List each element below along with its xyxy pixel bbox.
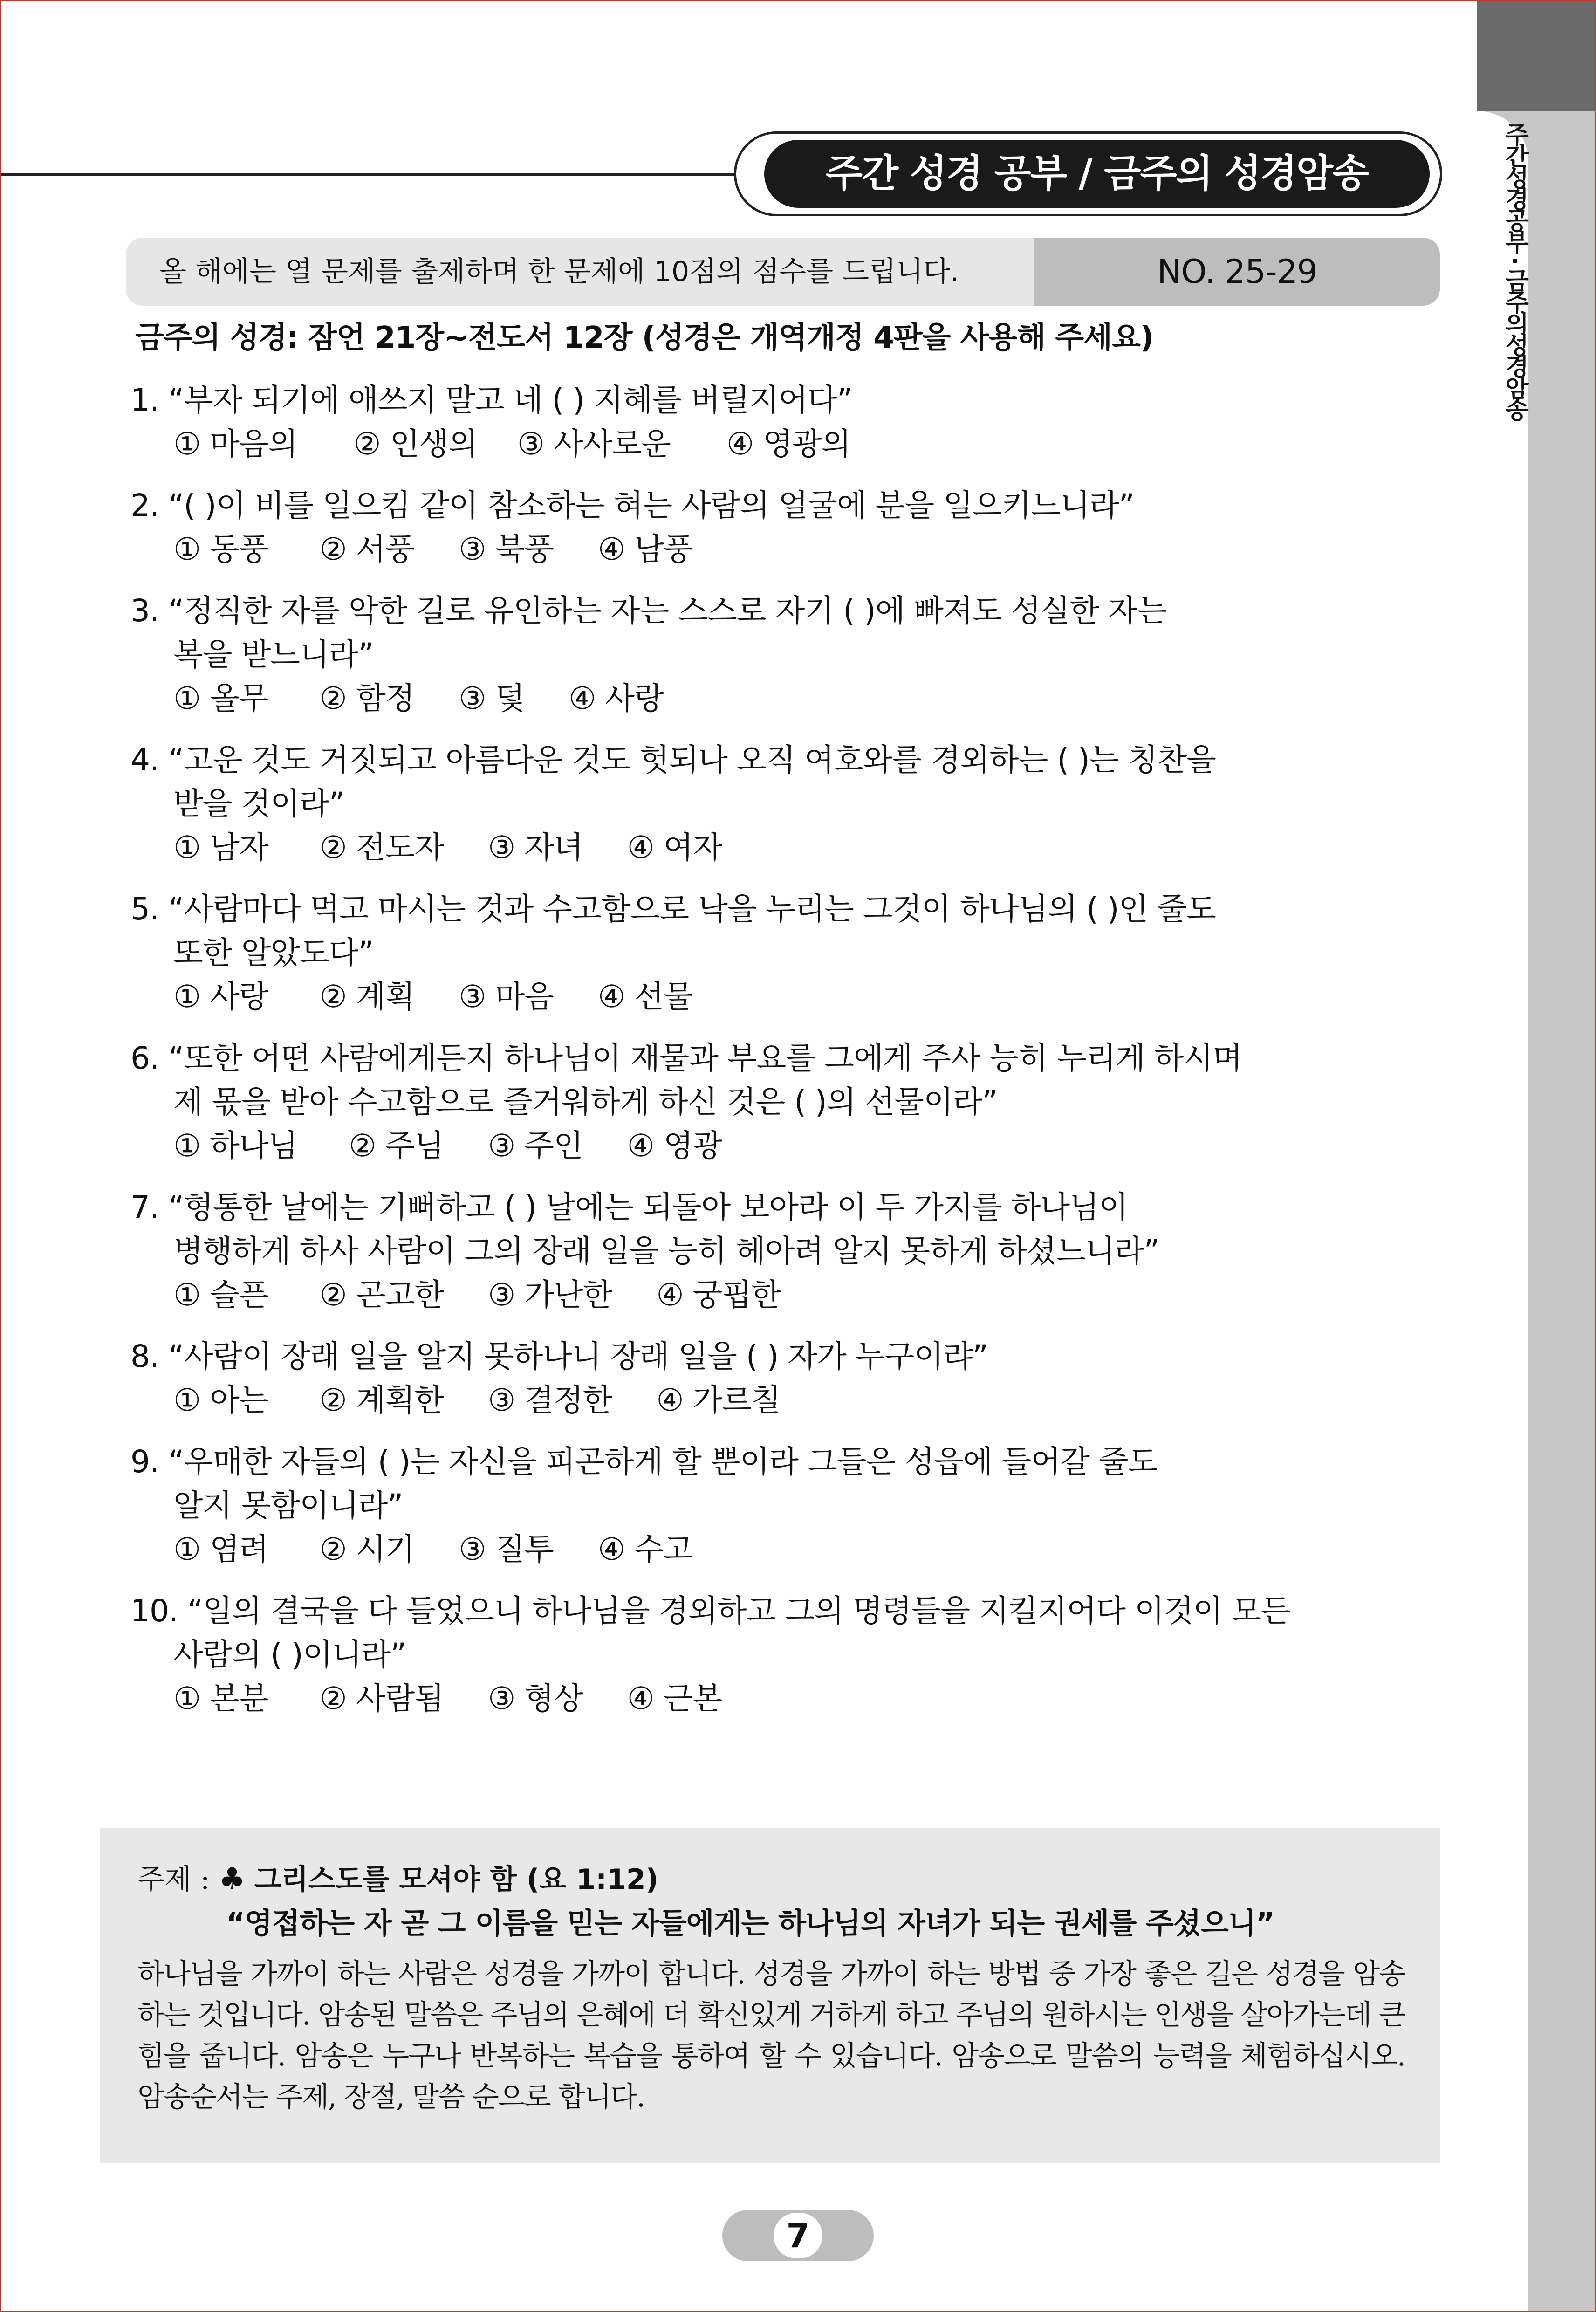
question-text: 3. “정직한 자를 악한 길로 유인하는 자는 스스로 자기 ( )에 빠져도 성실한 자는 xyxy=(130,593,1167,629)
side-tab-cutout xyxy=(1477,111,1528,2312)
answer-option: ③ 자녀 xyxy=(488,830,583,865)
answer-options xyxy=(130,1528,1431,1571)
question-text: 9. “우매한 자들의 ( )는 자신을 피곤하게 할 뿐이라 그들은 성읍에 들어갈 줄도 xyxy=(130,1444,1158,1480)
answer-option: ① 슬픈 xyxy=(173,1277,268,1313)
issue-number: NO. 25-29 xyxy=(1034,238,1440,306)
question-text-continued: 복을 받느니라” xyxy=(173,637,374,672)
page-title: 주간 성경 공부 / 금주의 성경암송 xyxy=(764,140,1430,208)
answer-option: ④ 남풍 xyxy=(598,531,693,567)
answer-option: ② 계획 xyxy=(319,979,415,1015)
answer-option: ② 인생의 xyxy=(353,426,478,462)
info-text: 올 해에는 열 문제를 출제하며 한 문제에 10점의 점수를 드립니다. xyxy=(126,238,1034,306)
question-item xyxy=(130,1335,1431,1422)
answer-options xyxy=(130,826,1431,870)
question-text-continued: 받을 것이라” xyxy=(173,786,344,822)
memory-verse: “영접하는 자 곧 그 이름을 믿는 자들에게는 하나님의 자녀가 되는 권세를 주셨으니” xyxy=(226,1906,1274,1940)
answer-option: ④ 근본 xyxy=(627,1681,722,1716)
answer-option: ② 곤고한 xyxy=(319,1277,444,1313)
answer-option: ② 주님 xyxy=(349,1128,444,1164)
question-text: 2. “( )이 비를 일으킴 같이 참소하는 혀는 사람의 얼굴에 분을 일으키느니라” xyxy=(130,487,1134,523)
answer-options xyxy=(130,975,1431,1019)
answer-option: ④ 여자 xyxy=(627,830,722,865)
question-text: 5. “사람마다 먹고 마시는 것과 수고함으로 낙을 누리는 그것이 하나님의 ( )인 줄도 xyxy=(130,891,1216,927)
info-bar xyxy=(126,238,1440,306)
answer-option: ① 남자 xyxy=(173,830,268,865)
question-list xyxy=(130,378,1431,1738)
answer-option: ③ 질투 xyxy=(459,1531,554,1567)
answer-option: ① 하나님 xyxy=(173,1128,298,1164)
question-text-continued: 또한 알았도다” xyxy=(173,935,374,971)
answer-options xyxy=(130,1124,1431,1168)
answer-option: ② 전도자 xyxy=(319,830,444,865)
side-tab-label: 주간성경공부 · 금주의성경암송 xyxy=(1500,122,1528,418)
answer-option: ③ 사사로운 xyxy=(517,426,671,462)
side-tab-top-block xyxy=(1477,0,1596,111)
theme-description: 하나님을 가까이 하는 사람은 성경을 가까이 합니다. 성경을 가까이 하는 방법 중 가장 좋은 길은 성경을 암송하는 것입니다. 암송된 말씀은 주님의 은혜에 더 확신있게 거하게 하고 주님의 원하시는 인생을 살아가는데 큰 힘을 줍니다. 암송은 누구나 반복하는 복습을 통하여 할 수 있습니다. 암송으로 말씀의 능력을 체험하십시오. 암송순서는 주제, 장절, 말씀 순으로 합니다. xyxy=(137,1958,1405,2113)
question-text: 8. “사람이 장래 일을 알지 못하나니 장래 일을 ( ) 자가 누구이랴” xyxy=(130,1338,988,1374)
question-item xyxy=(130,1036,1431,1168)
answer-option: ④ 가르칠 xyxy=(656,1382,781,1418)
question-text: 10. “일의 결국을 다 들었으니 하나님을 경외하고 그의 명령들을 지킬지어다 이것이 모든 xyxy=(130,1593,1290,1629)
theme-title: 그리스도를 모셔야 함 (요 1:12) xyxy=(254,1863,658,1896)
question-item xyxy=(130,1186,1431,1317)
answer-option: ① 사랑 xyxy=(173,979,268,1015)
question-text: 7. “형통한 날에는 기뻐하고 ( ) 날에는 되돌아 보아라 이 두 가지를 하나님이 xyxy=(130,1189,1128,1225)
question-item xyxy=(130,378,1431,466)
answer-option: ① 마음의 xyxy=(173,426,298,462)
answer-option: ③ 북풍 xyxy=(459,531,554,567)
weekly-scripture: 금주의 성경: 잠언 21장~전도서 12장 (성경은 개역개정 4판을 사용해 주세요) xyxy=(135,321,1154,355)
answer-option: ④ 영광 xyxy=(627,1128,722,1164)
question-item xyxy=(130,589,1431,720)
answer-options xyxy=(130,677,1431,720)
question-text-continued: 제 몫을 받아 수고함으로 즐거워하게 하신 것은 ( )의 선물이라” xyxy=(173,1084,998,1120)
question-item xyxy=(130,484,1431,571)
question-item xyxy=(130,887,1431,1019)
question-item xyxy=(130,738,1431,870)
question-text: 1. “부자 되기에 애쓰지 말고 네 ( ) 지혜를 버릴지어다” xyxy=(130,382,853,418)
answer-options xyxy=(130,1273,1431,1317)
theme-heading xyxy=(137,1860,658,1898)
answer-option: ② 시기 xyxy=(319,1531,415,1567)
answer-option: ④ 궁핍한 xyxy=(656,1277,781,1313)
question-text-continued: 알지 못함이니라” xyxy=(173,1488,403,1523)
answer-option: ④ 사랑 xyxy=(569,680,664,716)
question-item xyxy=(130,1440,1431,1571)
answer-option: ② 함정 xyxy=(319,680,415,716)
answer-option: ① 아는 xyxy=(173,1382,268,1418)
answer-option: ③ 가난한 xyxy=(488,1277,612,1313)
answer-option: ① 본분 xyxy=(173,1681,268,1716)
answer-options xyxy=(130,1677,1431,1721)
answer-option: ③ 형상 xyxy=(488,1681,583,1716)
answer-option: ① 염려 xyxy=(173,1531,268,1567)
theme-label: 주제 : xyxy=(137,1863,210,1896)
answer-option: ① 동풍 xyxy=(173,531,268,567)
answer-options xyxy=(130,1379,1431,1422)
answer-option: ④ 수고 xyxy=(598,1531,693,1567)
answer-option: ③ 마음 xyxy=(459,979,554,1015)
answer-option: ③ 주인 xyxy=(488,1128,583,1164)
question-text: 6. “또한 어떤 사람에게든지 하나님이 재물과 부요를 그에게 주사 능히 누리게 하시며 xyxy=(130,1040,1242,1076)
memory-verse-box xyxy=(100,1828,1440,2163)
answer-option: ④ 영광의 xyxy=(726,426,851,462)
answer-option: ① 올무 xyxy=(173,680,268,716)
club-icon: ♣ xyxy=(219,1862,246,1896)
answer-option: ② 사람됨 xyxy=(319,1681,444,1716)
header-rule xyxy=(0,173,736,176)
page-number: 7 xyxy=(774,2213,822,2258)
answer-option: ② 계획한 xyxy=(319,1382,444,1418)
answer-options xyxy=(130,422,1431,466)
answer-option: ③ 결정한 xyxy=(488,1382,612,1418)
answer-option: ② 서풍 xyxy=(319,531,415,567)
question-text-continued: 사람의 ( )이니라” xyxy=(173,1637,406,1673)
answer-options xyxy=(130,528,1431,571)
question-item xyxy=(130,1589,1431,1721)
question-text: 4. “고운 것도 거짓되고 아름다운 것도 헛되나 오직 여호와를 경외하는 ( )는 칭찬을 xyxy=(130,742,1216,778)
answer-option: ③ 덫 xyxy=(459,680,525,716)
question-text-continued: 병행하게 하사 사람이 그의 장래 일을 능히 헤아려 알지 못하게 하셨느니라” xyxy=(173,1233,1159,1269)
answer-option: ④ 선물 xyxy=(598,979,693,1015)
